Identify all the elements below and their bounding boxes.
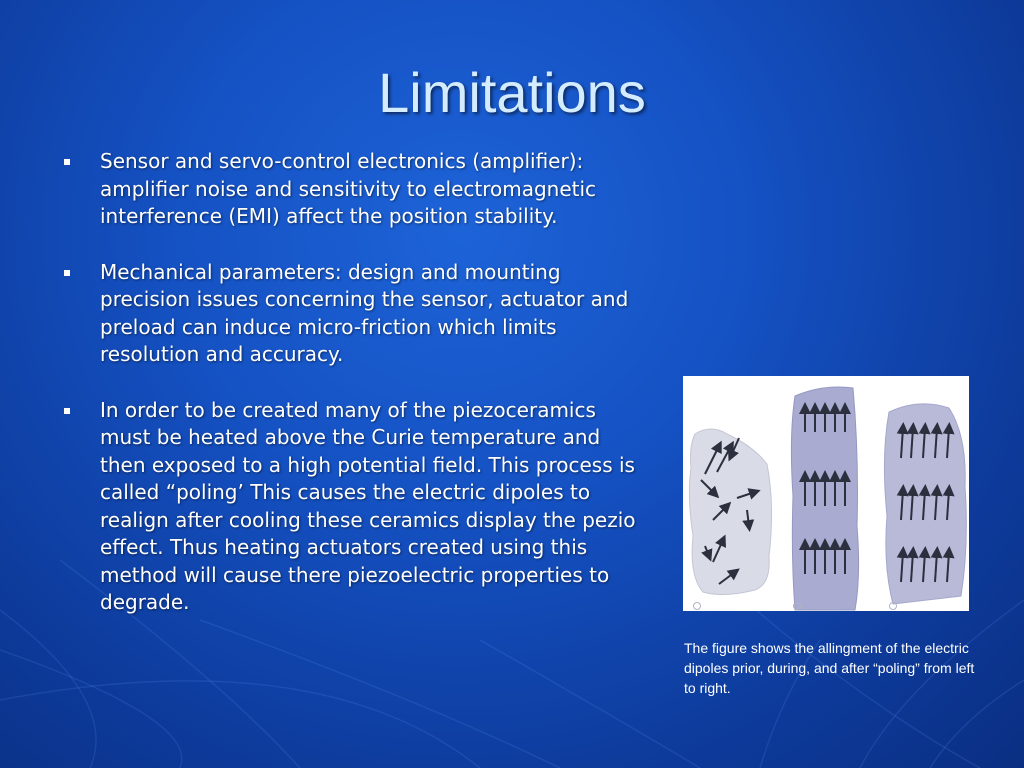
- bullet-item: [58, 259, 648, 369]
- dipole-figure: [683, 376, 969, 611]
- dipole-alignment-diagram: [683, 376, 969, 611]
- slide-title: Limitations: [378, 61, 646, 124]
- square-bullet-icon: [64, 408, 70, 414]
- bullet-item: [58, 397, 648, 617]
- square-bullet-icon: [64, 270, 70, 276]
- panel-marker-icon: [694, 603, 701, 610]
- bullet-text: In order to be created many of the piezoceramics must be heated above the Curie temperature and then exposed to a high potential field. This process is called “poling’ This causes the electric dipoles to realign after cooling these ceramics display the pezio effect. Thus heating actuators created using this method will cause there piezoelectric properties to degrade.: [100, 397, 636, 614]
- bullet-text: Mechanical parameters: design and mounting precision issues concerning the sensor, actuator and preload can induce micro-friction which limits resolution and accuracy.: [100, 259, 629, 366]
- square-bullet-icon: [64, 159, 70, 165]
- figure-caption: The figure shows the allingment of the electric dipoles prior, during, and after “poling” from left to right.: [684, 640, 975, 696]
- random-dipoles-panel: [689, 429, 771, 595]
- bullet-item: [58, 148, 648, 231]
- bullet-text: Sensor and servo-control electronics (amplifier): amplifier noise and sensitivity to electromagnetic interference (EMI) affect the position stability.: [100, 149, 597, 228]
- bullet-list: [58, 148, 648, 645]
